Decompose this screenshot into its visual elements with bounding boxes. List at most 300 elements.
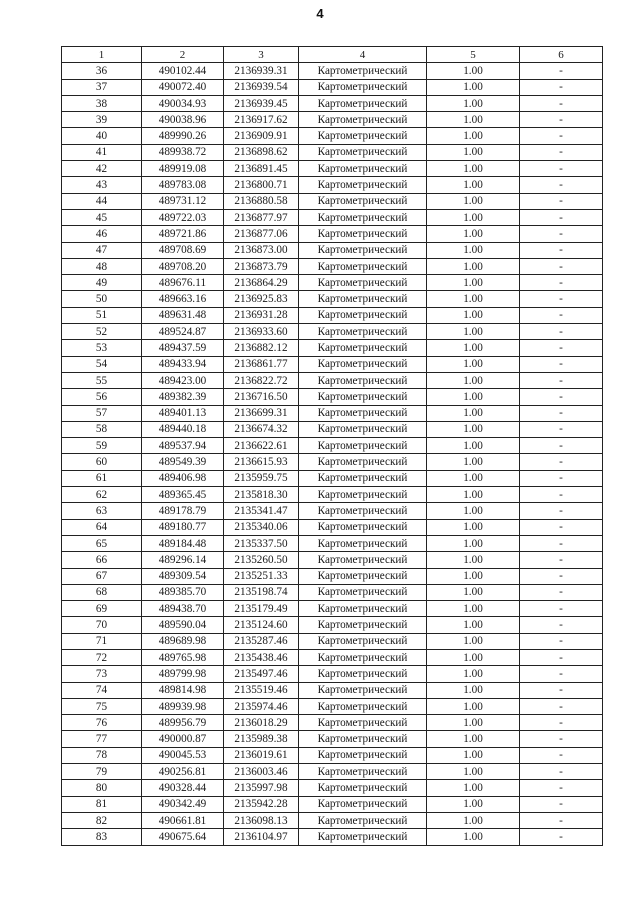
- accuracy-cell: 1.00: [427, 128, 520, 144]
- x-coordinate-cell: 489549.39: [142, 454, 224, 470]
- note-cell: -: [520, 438, 603, 454]
- point-number-cell: 47: [62, 242, 142, 258]
- accuracy-cell: 1.00: [427, 796, 520, 812]
- accuracy-cell: 1.00: [427, 291, 520, 307]
- y-coordinate-cell: 2135497.46: [224, 666, 299, 682]
- x-coordinate-cell: 490102.44: [142, 63, 224, 79]
- point-number-cell: 45: [62, 209, 142, 225]
- x-coordinate-cell: 489590.04: [142, 617, 224, 633]
- accuracy-cell: 1.00: [427, 552, 520, 568]
- method-cell: Картометрический: [299, 454, 427, 470]
- y-coordinate-cell: 2136931.28: [224, 307, 299, 323]
- method-cell: Картометрический: [299, 438, 427, 454]
- note-cell: -: [520, 144, 603, 160]
- method-cell: Картометрический: [299, 503, 427, 519]
- accuracy-cell: 1.00: [427, 715, 520, 731]
- accuracy-cell: 1.00: [427, 372, 520, 388]
- x-coordinate-cell: 489440.18: [142, 421, 224, 437]
- method-cell: Картометрический: [299, 291, 427, 307]
- accuracy-cell: 1.00: [427, 63, 520, 79]
- method-cell: Картометрический: [299, 95, 427, 111]
- point-number-cell: 68: [62, 584, 142, 600]
- note-cell: -: [520, 747, 603, 763]
- x-coordinate-cell: 489385.70: [142, 584, 224, 600]
- point-number-cell: 62: [62, 487, 142, 503]
- note-cell: -: [520, 389, 603, 405]
- x-coordinate-cell: 489765.98: [142, 649, 224, 665]
- x-coordinate-cell: 490675.64: [142, 829, 224, 845]
- x-coordinate-cell: 489382.39: [142, 389, 224, 405]
- y-coordinate-cell: 2136699.31: [224, 405, 299, 421]
- note-cell: -: [520, 161, 603, 177]
- table-row: [62, 649, 603, 665]
- y-coordinate-cell: 2136882.12: [224, 340, 299, 356]
- method-cell: Картометрический: [299, 421, 427, 437]
- accuracy-cell: 1.00: [427, 731, 520, 747]
- note-cell: -: [520, 454, 603, 470]
- method-cell: Картометрический: [299, 552, 427, 568]
- point-number-cell: 83: [62, 829, 142, 845]
- note-cell: -: [520, 535, 603, 551]
- x-coordinate-cell: 489401.13: [142, 405, 224, 421]
- point-number-cell: 59: [62, 438, 142, 454]
- note-cell: -: [520, 519, 603, 535]
- table-row: [62, 715, 603, 731]
- accuracy-cell: 1.00: [427, 454, 520, 470]
- accuracy-cell: 1.00: [427, 193, 520, 209]
- column-header-3: 3: [224, 47, 299, 63]
- table-row: [62, 535, 603, 551]
- table-row: [62, 242, 603, 258]
- accuracy-cell: 1.00: [427, 95, 520, 111]
- note-cell: -: [520, 812, 603, 828]
- table-row: [62, 112, 603, 128]
- x-coordinate-cell: 490072.40: [142, 79, 224, 95]
- x-coordinate-cell: 489537.94: [142, 438, 224, 454]
- y-coordinate-cell: 2135959.75: [224, 470, 299, 486]
- y-coordinate-cell: 2136873.00: [224, 242, 299, 258]
- table-row: [62, 291, 603, 307]
- note-cell: -: [520, 193, 603, 209]
- point-number-cell: 81: [62, 796, 142, 812]
- point-number-cell: 50: [62, 291, 142, 307]
- method-cell: Картометрический: [299, 161, 427, 177]
- table-row: [62, 503, 603, 519]
- accuracy-cell: 1.00: [427, 682, 520, 698]
- table-row: [62, 470, 603, 486]
- table-row: [62, 209, 603, 225]
- point-number-cell: 49: [62, 275, 142, 291]
- table-row: [62, 764, 603, 780]
- method-cell: Картометрический: [299, 829, 427, 845]
- table-row: [62, 95, 603, 111]
- x-coordinate-cell: 489708.20: [142, 258, 224, 274]
- point-number-cell: 55: [62, 372, 142, 388]
- point-number-cell: 70: [62, 617, 142, 633]
- method-cell: Картометрический: [299, 372, 427, 388]
- method-cell: Картометрический: [299, 633, 427, 649]
- method-cell: Картометрический: [299, 584, 427, 600]
- y-coordinate-cell: 2136909.91: [224, 128, 299, 144]
- point-number-cell: 79: [62, 764, 142, 780]
- y-coordinate-cell: 2136800.71: [224, 177, 299, 193]
- x-coordinate-cell: 489689.98: [142, 633, 224, 649]
- accuracy-cell: 1.00: [427, 503, 520, 519]
- column-header-5: 5: [427, 47, 520, 63]
- point-number-cell: 60: [62, 454, 142, 470]
- method-cell: Картометрический: [299, 177, 427, 193]
- x-coordinate-cell: 489406.98: [142, 470, 224, 486]
- x-coordinate-cell: 489365.45: [142, 487, 224, 503]
- note-cell: -: [520, 796, 603, 812]
- table-row: [62, 177, 603, 193]
- table-row: [62, 633, 603, 649]
- method-cell: Картометрический: [299, 601, 427, 617]
- point-number-cell: 73: [62, 666, 142, 682]
- note-cell: -: [520, 177, 603, 193]
- x-coordinate-cell: 489184.48: [142, 535, 224, 551]
- method-cell: Картометрический: [299, 226, 427, 242]
- table-row: [62, 829, 603, 845]
- method-cell: Картометрический: [299, 63, 427, 79]
- accuracy-cell: 1.00: [427, 209, 520, 225]
- note-cell: -: [520, 470, 603, 486]
- method-cell: Картометрический: [299, 258, 427, 274]
- y-coordinate-cell: 2136925.83: [224, 291, 299, 307]
- y-coordinate-cell: 2136003.46: [224, 764, 299, 780]
- table-header: [62, 47, 603, 63]
- y-coordinate-cell: 2136891.45: [224, 161, 299, 177]
- point-number-cell: 38: [62, 95, 142, 111]
- x-coordinate-cell: 489433.94: [142, 356, 224, 372]
- x-coordinate-cell: 489990.26: [142, 128, 224, 144]
- table-row: [62, 405, 603, 421]
- method-cell: Картометрический: [299, 112, 427, 128]
- point-number-cell: 46: [62, 226, 142, 242]
- table-row: [62, 340, 603, 356]
- point-number-cell: 64: [62, 519, 142, 535]
- method-cell: Картометрический: [299, 649, 427, 665]
- method-cell: Картометрический: [299, 568, 427, 584]
- note-cell: -: [520, 421, 603, 437]
- accuracy-cell: 1.00: [427, 161, 520, 177]
- method-cell: Картометрический: [299, 731, 427, 747]
- method-cell: Картометрический: [299, 796, 427, 812]
- table-row: [62, 161, 603, 177]
- note-cell: -: [520, 95, 603, 111]
- note-cell: -: [520, 552, 603, 568]
- table-row: [62, 666, 603, 682]
- table-row: [62, 79, 603, 95]
- x-coordinate-cell: 490034.93: [142, 95, 224, 111]
- point-number-cell: 76: [62, 715, 142, 731]
- point-number-cell: 37: [62, 79, 142, 95]
- method-cell: Картометрический: [299, 389, 427, 405]
- table-row: [62, 307, 603, 323]
- accuracy-cell: 1.00: [427, 421, 520, 437]
- table-row: [62, 144, 603, 160]
- x-coordinate-cell: 489708.69: [142, 242, 224, 258]
- accuracy-cell: 1.00: [427, 79, 520, 95]
- column-header-6: 6: [520, 47, 603, 63]
- coordinates-table: [61, 46, 603, 846]
- accuracy-cell: 1.00: [427, 829, 520, 845]
- table-row: [62, 601, 603, 617]
- accuracy-cell: 1.00: [427, 535, 520, 551]
- header-row: [62, 47, 603, 63]
- point-number-cell: 69: [62, 601, 142, 617]
- method-cell: Картометрический: [299, 128, 427, 144]
- note-cell: -: [520, 682, 603, 698]
- x-coordinate-cell: 489663.16: [142, 291, 224, 307]
- method-cell: Картометрический: [299, 487, 427, 503]
- note-cell: -: [520, 764, 603, 780]
- method-cell: Картометрический: [299, 144, 427, 160]
- note-cell: -: [520, 112, 603, 128]
- note-cell: -: [520, 291, 603, 307]
- accuracy-cell: 1.00: [427, 307, 520, 323]
- accuracy-cell: 1.00: [427, 340, 520, 356]
- accuracy-cell: 1.00: [427, 698, 520, 714]
- accuracy-cell: 1.00: [427, 258, 520, 274]
- accuracy-cell: 1.00: [427, 649, 520, 665]
- point-number-cell: 74: [62, 682, 142, 698]
- table-row: [62, 584, 603, 600]
- note-cell: -: [520, 568, 603, 584]
- accuracy-cell: 1.00: [427, 438, 520, 454]
- y-coordinate-cell: 2136622.61: [224, 438, 299, 454]
- y-coordinate-cell: 2135942.28: [224, 796, 299, 812]
- x-coordinate-cell: 489676.11: [142, 275, 224, 291]
- table-row: [62, 552, 603, 568]
- y-coordinate-cell: 2136877.97: [224, 209, 299, 225]
- x-coordinate-cell: 490342.49: [142, 796, 224, 812]
- table-row: [62, 796, 603, 812]
- x-coordinate-cell: 490000.87: [142, 731, 224, 747]
- x-coordinate-cell: 489814.98: [142, 682, 224, 698]
- note-cell: -: [520, 829, 603, 845]
- table-row: [62, 487, 603, 503]
- note-cell: -: [520, 226, 603, 242]
- column-header-1: 1: [62, 47, 142, 63]
- point-number-cell: 51: [62, 307, 142, 323]
- method-cell: Картометрический: [299, 780, 427, 796]
- table-row: [62, 454, 603, 470]
- method-cell: Картометрический: [299, 307, 427, 323]
- point-number-cell: 44: [62, 193, 142, 209]
- page-number: 4: [316, 6, 324, 21]
- accuracy-cell: 1.00: [427, 487, 520, 503]
- method-cell: Картометрический: [299, 812, 427, 828]
- point-number-cell: 71: [62, 633, 142, 649]
- point-number-cell: 66: [62, 552, 142, 568]
- x-coordinate-cell: 489956.79: [142, 715, 224, 731]
- note-cell: -: [520, 63, 603, 79]
- x-coordinate-cell: 490328.44: [142, 780, 224, 796]
- method-cell: Картометрический: [299, 209, 427, 225]
- accuracy-cell: 1.00: [427, 812, 520, 828]
- table-row: [62, 258, 603, 274]
- accuracy-cell: 1.00: [427, 389, 520, 405]
- note-cell: -: [520, 209, 603, 225]
- table-row: [62, 356, 603, 372]
- x-coordinate-cell: 489423.00: [142, 372, 224, 388]
- note-cell: -: [520, 698, 603, 714]
- x-coordinate-cell: 489783.08: [142, 177, 224, 193]
- x-coordinate-cell: 489722.03: [142, 209, 224, 225]
- table-row: [62, 128, 603, 144]
- y-coordinate-cell: 2136877.06: [224, 226, 299, 242]
- y-coordinate-cell: 2135179.49: [224, 601, 299, 617]
- accuracy-cell: 1.00: [427, 177, 520, 193]
- accuracy-cell: 1.00: [427, 275, 520, 291]
- y-coordinate-cell: 2136098.13: [224, 812, 299, 828]
- x-coordinate-cell: 489939.98: [142, 698, 224, 714]
- column-header-2: 2: [142, 47, 224, 63]
- note-cell: -: [520, 715, 603, 731]
- y-coordinate-cell: 2136861.77: [224, 356, 299, 372]
- note-cell: -: [520, 487, 603, 503]
- y-coordinate-cell: 2135124.60: [224, 617, 299, 633]
- column-header-4: 4: [299, 47, 427, 63]
- method-cell: Картометрический: [299, 747, 427, 763]
- accuracy-cell: 1.00: [427, 780, 520, 796]
- accuracy-cell: 1.00: [427, 112, 520, 128]
- point-number-cell: 56: [62, 389, 142, 405]
- point-number-cell: 41: [62, 144, 142, 160]
- table-row: [62, 63, 603, 79]
- note-cell: -: [520, 356, 603, 372]
- table-row: [62, 568, 603, 584]
- method-cell: Картометрический: [299, 617, 427, 633]
- y-coordinate-cell: 2136880.58: [224, 193, 299, 209]
- table-row: [62, 747, 603, 763]
- method-cell: Картометрический: [299, 519, 427, 535]
- point-number-cell: 75: [62, 698, 142, 714]
- table-row: [62, 812, 603, 828]
- point-number-cell: 82: [62, 812, 142, 828]
- point-number-cell: 43: [62, 177, 142, 193]
- y-coordinate-cell: 2135438.46: [224, 649, 299, 665]
- accuracy-cell: 1.00: [427, 470, 520, 486]
- x-coordinate-cell: 490038.96: [142, 112, 224, 128]
- y-coordinate-cell: 2136933.60: [224, 324, 299, 340]
- y-coordinate-cell: 2135997.98: [224, 780, 299, 796]
- x-coordinate-cell: 489178.79: [142, 503, 224, 519]
- point-number-cell: 36: [62, 63, 142, 79]
- y-coordinate-cell: 2135989.38: [224, 731, 299, 747]
- point-number-cell: 39: [62, 112, 142, 128]
- point-number-cell: 52: [62, 324, 142, 340]
- method-cell: Картометрический: [299, 682, 427, 698]
- table-row: [62, 780, 603, 796]
- y-coordinate-cell: 2136917.62: [224, 112, 299, 128]
- method-cell: Картометрический: [299, 79, 427, 95]
- accuracy-cell: 1.00: [427, 568, 520, 584]
- x-coordinate-cell: 489309.54: [142, 568, 224, 584]
- table-row: [62, 193, 603, 209]
- note-cell: -: [520, 633, 603, 649]
- point-number-cell: 53: [62, 340, 142, 356]
- note-cell: -: [520, 584, 603, 600]
- y-coordinate-cell: 2135340.06: [224, 519, 299, 535]
- table-body: [62, 63, 603, 845]
- y-coordinate-cell: 2136104.97: [224, 829, 299, 845]
- note-cell: -: [520, 340, 603, 356]
- note-cell: -: [520, 649, 603, 665]
- point-number-cell: 72: [62, 649, 142, 665]
- note-cell: -: [520, 372, 603, 388]
- x-coordinate-cell: 489731.12: [142, 193, 224, 209]
- note-cell: -: [520, 405, 603, 421]
- note-cell: -: [520, 307, 603, 323]
- note-cell: -: [520, 324, 603, 340]
- note-cell: -: [520, 242, 603, 258]
- method-cell: Картометрический: [299, 715, 427, 731]
- y-coordinate-cell: 2136873.79: [224, 258, 299, 274]
- point-number-cell: 58: [62, 421, 142, 437]
- table-row: [62, 324, 603, 340]
- accuracy-cell: 1.00: [427, 617, 520, 633]
- y-coordinate-cell: 2136674.32: [224, 421, 299, 437]
- y-coordinate-cell: 2135341.47: [224, 503, 299, 519]
- table-row: [62, 438, 603, 454]
- point-number-cell: 63: [62, 503, 142, 519]
- point-number-cell: 42: [62, 161, 142, 177]
- y-coordinate-cell: 2135974.46: [224, 698, 299, 714]
- accuracy-cell: 1.00: [427, 226, 520, 242]
- y-coordinate-cell: 2135251.33: [224, 568, 299, 584]
- table-row: [62, 226, 603, 242]
- point-number-cell: 48: [62, 258, 142, 274]
- y-coordinate-cell: 2135337.50: [224, 535, 299, 551]
- x-coordinate-cell: 490661.81: [142, 812, 224, 828]
- accuracy-cell: 1.00: [427, 584, 520, 600]
- x-coordinate-cell: 489919.08: [142, 161, 224, 177]
- x-coordinate-cell: 490256.81: [142, 764, 224, 780]
- table-row: [62, 519, 603, 535]
- point-number-cell: 57: [62, 405, 142, 421]
- table-row: [62, 389, 603, 405]
- x-coordinate-cell: 490045.53: [142, 747, 224, 763]
- accuracy-cell: 1.00: [427, 633, 520, 649]
- method-cell: Картометрический: [299, 356, 427, 372]
- x-coordinate-cell: 489524.87: [142, 324, 224, 340]
- table-row: [62, 421, 603, 437]
- accuracy-cell: 1.00: [427, 405, 520, 421]
- method-cell: Картометрический: [299, 340, 427, 356]
- table-row: [62, 617, 603, 633]
- x-coordinate-cell: 489799.98: [142, 666, 224, 682]
- note-cell: -: [520, 503, 603, 519]
- accuracy-cell: 1.00: [427, 324, 520, 340]
- accuracy-cell: 1.00: [427, 519, 520, 535]
- y-coordinate-cell: 2136939.45: [224, 95, 299, 111]
- x-coordinate-cell: 489721.86: [142, 226, 224, 242]
- accuracy-cell: 1.00: [427, 601, 520, 617]
- x-coordinate-cell: 489438.70: [142, 601, 224, 617]
- accuracy-cell: 1.00: [427, 764, 520, 780]
- note-cell: -: [520, 128, 603, 144]
- point-number-cell: 78: [62, 747, 142, 763]
- y-coordinate-cell: 2136864.29: [224, 275, 299, 291]
- point-number-cell: 67: [62, 568, 142, 584]
- note-cell: -: [520, 780, 603, 796]
- y-coordinate-cell: 2135287.46: [224, 633, 299, 649]
- note-cell: -: [520, 275, 603, 291]
- note-cell: -: [520, 258, 603, 274]
- y-coordinate-cell: 2135198.74: [224, 584, 299, 600]
